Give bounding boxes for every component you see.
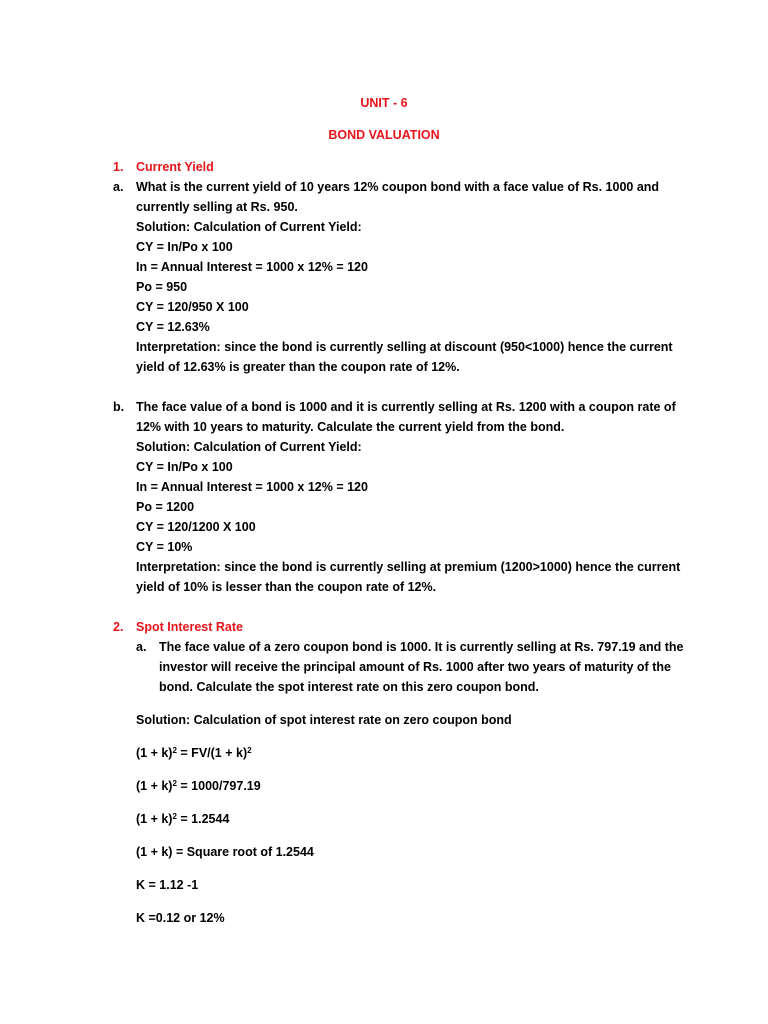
document-title: BOND VALUATION xyxy=(328,128,440,142)
item-1b-line: The face value of a bond is 1000 and it is currently selling at Rs. 1200 with a coupon rate of xyxy=(136,400,676,414)
item-1b-label: b. xyxy=(113,400,125,414)
equation-1: $(1 + k)^2 = FV/(1 + k)^2$ xyxy=(136,746,252,760)
item-1b-line: Interpretation: since the bond is currently selling at premium (1200>1000) hence the current xyxy=(136,560,681,574)
item-1a-line: CY = 12.63% xyxy=(136,320,210,334)
section2-number: 2. xyxy=(113,620,124,634)
item-1a-label: a. xyxy=(113,180,124,194)
item-1a-line: Po = 950 xyxy=(136,280,188,294)
item-1a-line: In = Annual Interest = 1000 x 12% = 120 xyxy=(136,260,368,274)
section2-heading: Spot Interest Rate xyxy=(136,620,243,634)
item-1b-line: Solution: Calculation of Current Yield: xyxy=(136,440,362,454)
item-1a-line: CY = 120/950 X 100 xyxy=(136,300,249,314)
equation-3: $(1 + k)^2 = 1.2544$ xyxy=(136,812,230,826)
item-1a-line: currently selling at Rs. 950. xyxy=(136,200,298,214)
section1-heading: Current Yield xyxy=(136,160,214,174)
item-2a-line: The face value of a zero coupon bond is 1000. It is currently selling at Rs. 797.19 and the xyxy=(159,640,684,654)
solution-heading: Solution: Calculation of spot interest rate on zero coupon bond xyxy=(136,713,512,727)
equation-6: K =0.12 or 12% xyxy=(136,911,225,925)
item-1a-line: CY = In/Po x 100 xyxy=(136,240,233,254)
item-2a-label: a. xyxy=(136,640,147,654)
item-1b-line: CY = 10% xyxy=(136,540,193,554)
item-1b-line: 12% with 10 years to maturity. Calculate the current yield from the bond. xyxy=(136,420,565,434)
unit-heading: UNIT - 6 xyxy=(360,96,408,110)
item-1b-line: yield of 10% is lesser than the coupon rate of 12%. xyxy=(136,580,437,594)
item-2a-line: bond. Calculate the spot interest rate on this zero coupon bond. xyxy=(159,680,539,694)
equation-2: $(1 + k)^2 = 1000/797.19$ xyxy=(136,779,261,793)
item-1b-line: CY = 120/1200 X 100 xyxy=(136,520,256,534)
item-1b-line: Po = 1200 xyxy=(136,500,195,514)
equation-5: K = 1.12 -1 xyxy=(136,878,199,892)
item-1a-line: yield of 12.63% is greater than the coupon rate of 12%. xyxy=(136,360,460,374)
equation-4: (1 + k) = Square root of 1.2544 xyxy=(136,845,314,859)
item-1a-line: Solution: Calculation of Current Yield: xyxy=(136,220,362,234)
item-1b-line: CY = In/Po x 100 xyxy=(136,460,233,474)
item-2a-line: investor will receive the principal amount of Rs. 1000 after two years of maturity of the xyxy=(159,660,671,674)
section1-number: 1. xyxy=(113,160,124,174)
item-1a-line: What is the current yield of 10 years 12% coupon bond with a face value of Rs. 1000 and xyxy=(136,180,660,194)
item-1b-line: In = Annual Interest = 1000 x 12% = 120 xyxy=(136,480,368,494)
item-1a-line: Interpretation: since the bond is currently selling at discount (950<1000) hence the current xyxy=(136,340,673,354)
